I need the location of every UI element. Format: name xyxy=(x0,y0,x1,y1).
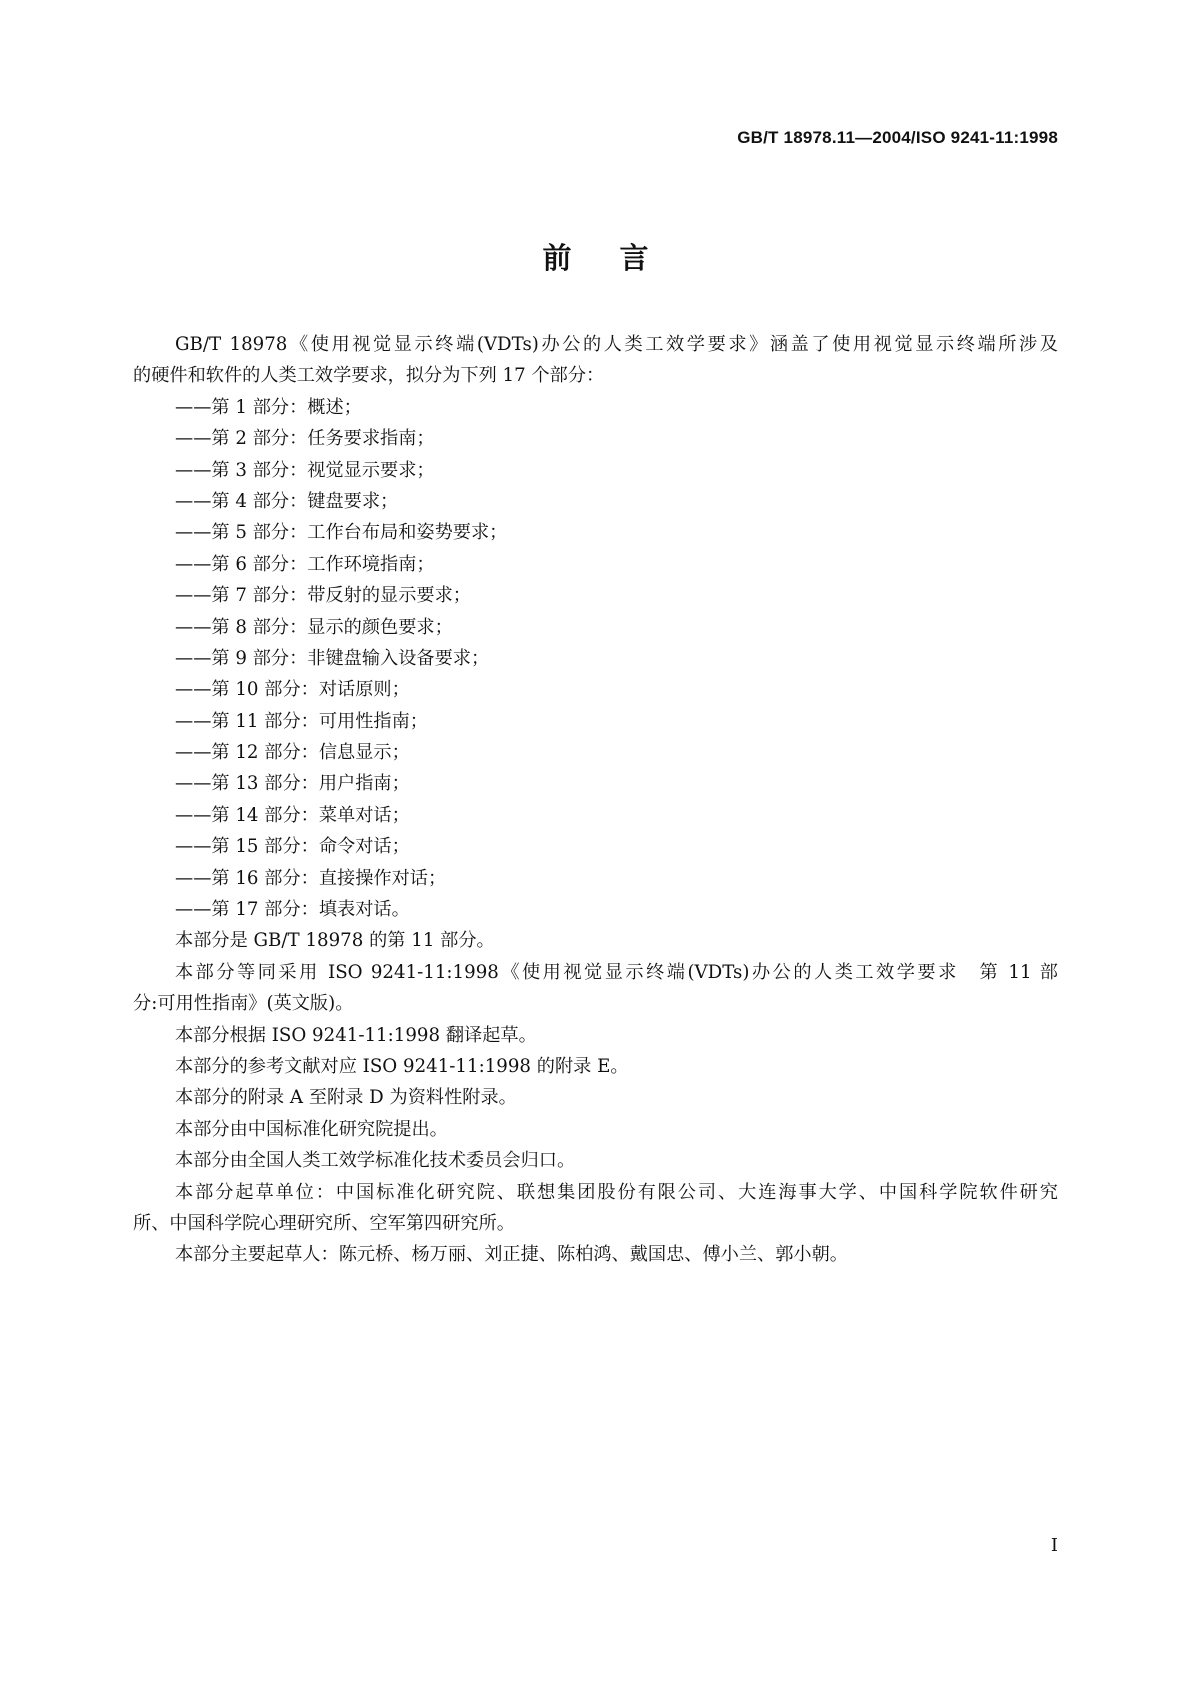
equivalent-statement-line-2: 分:可用性指南》(英文版)。 xyxy=(133,993,354,1015)
part-list-item: ——第 3 部分：视觉显示要求； xyxy=(175,459,435,481)
part-list-item: ——第 5 部分：工作台布局和姿势要求； xyxy=(175,522,508,544)
drafters-statement: 本部分主要起草人：陈元桥、杨万丽、刘正捷、陈柏鸿、戴国忠、傅小兰、郭小朝。 xyxy=(175,1244,848,1266)
drafting-units-line-2: 所、中国科学院心理研究所、空军第四研究所。 xyxy=(133,1212,515,1234)
standard-code: GB/T 18978.11—2004/ISO 9241-11:1998 xyxy=(737,128,1058,147)
part-list-item: ——第 16 部分：直接操作对话； xyxy=(175,867,447,889)
part-list-item: ——第 10 部分：对话原则； xyxy=(175,679,410,701)
drafting-units-line-1: 本部分起草单位：中国标准化研究院、联想集团股份有限公司、大连海事大学、中国科学院软件研究 xyxy=(175,1181,1058,1203)
document-body xyxy=(133,329,1058,1271)
equivalent-statement-line-1: 本部分等同采用 ISO 9241-11:1998《使用视觉显示终端(VDTs)办公的人类工效学要求 第 11 部 xyxy=(175,961,1058,983)
part-list-item: ——第 4 部分：键盘要求； xyxy=(175,490,399,512)
managed-by-statement: 本部分由全国人类工效学标准化技术委员会归口。 xyxy=(175,1150,576,1172)
part-list-item: ——第 9 部分：非键盘输入设备要求； xyxy=(175,647,490,669)
page-title: 前言 xyxy=(542,241,697,275)
part-list-item: ——第 7 部分：带反射的显示要求； xyxy=(175,585,471,607)
part-list-item: ——第 8 部分：显示的颜色要求； xyxy=(175,616,453,638)
part-list-item: ——第 11 部分：可用性指南； xyxy=(175,710,428,732)
part-list-item: ——第 14 部分：菜单对话； xyxy=(175,804,410,826)
intro-line-2: 的硬件和软件的人类工效学要求，拟分为下列 17 个部分： xyxy=(133,365,605,387)
intro-line-1: GB/T 18978《使用视觉显示终端(VDTs)办公的人类工效学要求》涵盖了使用视觉显示终端所涉及 xyxy=(175,334,1058,355)
part-list-item: ——第 6 部分：工作环境指南； xyxy=(175,553,435,575)
part-of-statement: 本部分是 GB/T 18978 的第 11 部分。 xyxy=(175,930,495,952)
references-statement: 本部分的参考文献对应 ISO 9241-11:1998 的附录 E。 xyxy=(175,1055,629,1077)
part-list-item: ——第 17 部分：填表对话。 xyxy=(175,899,410,921)
translation-statement: 本部分根据 ISO 9241-11:1998 翻译起草。 xyxy=(175,1024,537,1046)
part-list-item: ——第 1 部分：概述； xyxy=(175,396,362,418)
part-list-item: ——第 15 部分：命令对话； xyxy=(175,836,410,858)
proposed-by-statement: 本部分由中国标准化研究院提出。 xyxy=(175,1118,448,1140)
annexes-statement: 本部分的附录 A 至附录 D 为资料性附录。 xyxy=(175,1087,517,1109)
part-list-item: ——第 13 部分：用户指南； xyxy=(175,773,410,795)
part-list-item: ——第 2 部分：任务要求指南； xyxy=(175,428,435,450)
part-list-item: ——第 12 部分：信息显示； xyxy=(175,742,410,764)
page-number: I xyxy=(1050,1535,1058,1556)
